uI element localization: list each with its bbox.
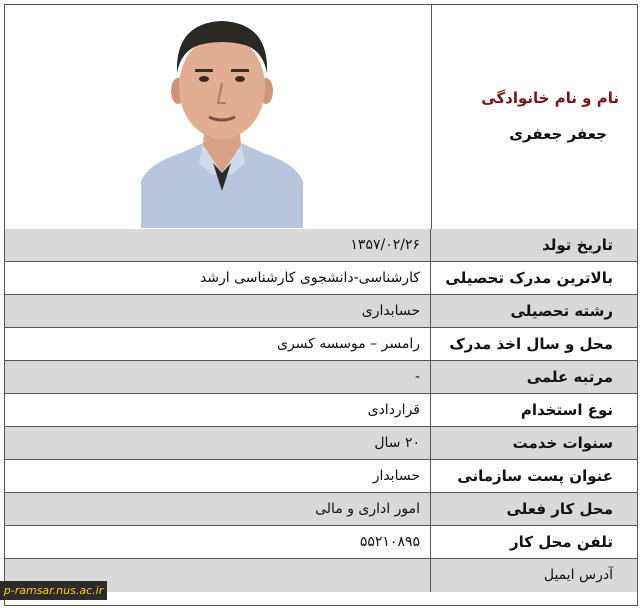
row-value: حسابدار — [5, 460, 431, 492]
row-years-of-service — [5, 427, 637, 460]
row-value: ۲۰ سال — [5, 427, 431, 459]
row-label: نوع استخدام — [520, 401, 613, 419]
row-value: امور اداری و مالی — [5, 493, 431, 525]
row-value: قراردادی — [5, 394, 431, 426]
row-value: ۱۳۵۷/۰۲/۲۶ — [5, 229, 431, 261]
row-position-title — [5, 460, 637, 493]
row-degree — [5, 262, 637, 295]
row-label: تاریخ تولد — [542, 236, 613, 254]
row-label: سنوات خدمت — [512, 434, 613, 452]
row-value: رامسر – موسسه کسری — [5, 328, 431, 360]
info-rows — [5, 229, 637, 592]
row-value: ۵۵۲۱۰۸۹۵ — [5, 526, 431, 558]
profile-photo — [141, 13, 303, 228]
row-label: عنوان پست سازمانی — [457, 467, 613, 485]
row-workplace — [5, 493, 637, 526]
row-degree-place — [5, 328, 637, 361]
row-label: محل و سال اخذ مدرک — [449, 335, 613, 353]
row-work-phone — [5, 526, 637, 559]
site-watermark[interactable]: p-ramsar.nus.ac.ir — [0, 581, 107, 600]
row-label: محل کار فعلی — [506, 500, 613, 518]
photo-cell — [5, 5, 432, 229]
row-employment-type — [5, 394, 637, 427]
row-label: رشته تحصیلی — [510, 302, 613, 320]
name-label: نام و نام خانوادگی — [481, 89, 619, 107]
row-value: - — [5, 361, 431, 393]
profile-header — [5, 5, 637, 230]
row-label: تلفن محل کار — [510, 533, 613, 551]
profile-table — [4, 4, 638, 606]
name-cell — [432, 5, 637, 229]
row-label: بالاترین مدرک تحصیلی — [445, 269, 613, 287]
row-academic-rank — [5, 361, 637, 394]
row-field-of-study — [5, 295, 637, 328]
row-birth-date — [5, 229, 637, 262]
row-value: حسابداری — [5, 295, 431, 327]
row-label: آدرس ایمیل — [543, 567, 613, 583]
name-value: جعفر جعفری — [509, 125, 607, 143]
row-value: کارشناسی-دانشجوی کارشناسی ارشد — [5, 262, 431, 294]
row-label: مرتبه علمی — [526, 368, 613, 386]
